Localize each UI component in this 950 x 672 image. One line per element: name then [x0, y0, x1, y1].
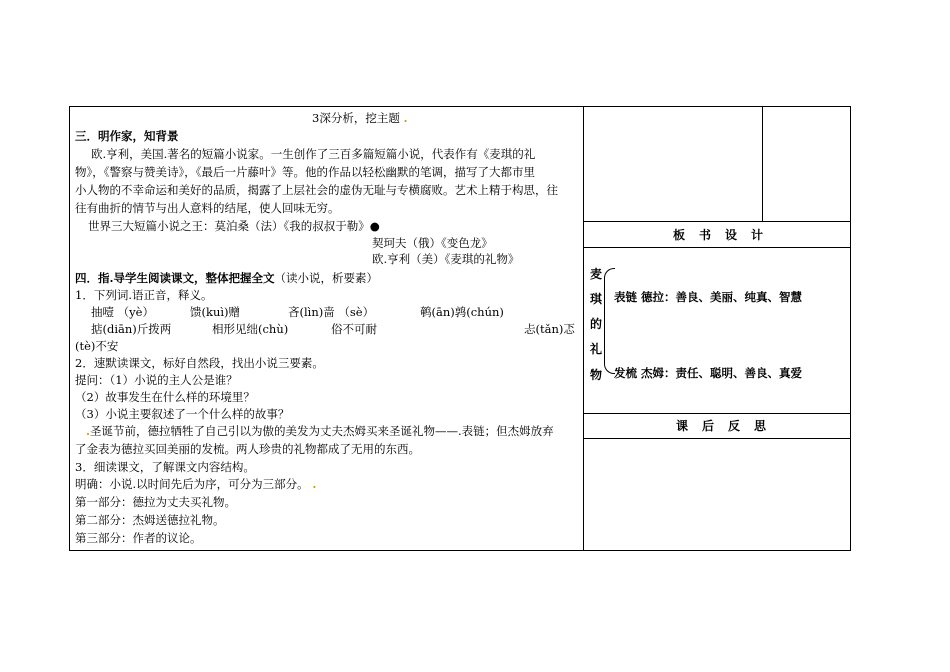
question-3: 3．细读课文，了解课文内容结构。 [75, 460, 255, 474]
vocab-item: 吝(lìn)啬 （sè） [288, 305, 375, 319]
vocab-item: 馈(kuì)赠 [190, 305, 241, 319]
vocab-item: 掂(diān)斤拨两 [91, 322, 172, 336]
big3-line1: 世界三大短篇小说之王：莫泊桑（法）《我的叔叔于勒》● [88, 219, 380, 233]
question-1: 1．下列词.语正音，释义。 [75, 288, 213, 302]
reflection-header: 课后反思 [676, 419, 781, 433]
board-row-1: 表链 德拉：善良、美丽、纯真、智慧 [614, 290, 803, 304]
board-header-line [583, 247, 851, 248]
ask-3: （3）小说主要叙述了一个什么样的故事？ [75, 407, 290, 421]
part-3: 第三部分：作者的议论。 [75, 531, 202, 545]
story-line2: 了金表为德拉买回美丽的发梳。两人珍贵的礼物都成了无用的东西。 [75, 442, 420, 456]
vocab-item: (tè)不安 [75, 339, 119, 353]
board-title-char: 礼 [590, 342, 603, 356]
top-right-divider [762, 106, 763, 221]
part-2: 第二部分：杰姆送德拉礼物。 [75, 513, 225, 527]
section3-heading: 3深分析，挖主题 . [312, 111, 408, 125]
reflect-header-line [583, 438, 851, 439]
author-para-line4: 往有曲折的情节与出人意料的结尾，使人回味无穷。 [75, 201, 340, 215]
ask-1: 提问：（1）小说的主人公是谁？ [75, 373, 238, 387]
clear-line: 明确：小说.以时间先后为序，可分为三部分。 . [75, 477, 317, 491]
board-top-line [583, 221, 851, 222]
column-divider [583, 106, 584, 551]
big3-line3: 欧.亨利（美）《麦琪的礼物》 [372, 252, 520, 266]
vocab-item: 相形见绌(chù) [212, 322, 289, 336]
vocab-item: 俗不可耐 [331, 322, 377, 336]
board-title-char: 的 [590, 317, 603, 331]
vocab-item: 鹌(ān)鹑(chún) [420, 305, 504, 319]
ask-2: （2）故事发生在什么样的环境里？ [75, 390, 255, 404]
big3-line2: 契珂夫（俄）《变色龙》 [372, 236, 493, 250]
heading-read: 四．指.导学生阅读课文，整体把握全文（读小说，析要素） [75, 271, 379, 285]
board-title-char: 麦 [590, 267, 603, 281]
author-para-line2: 物》，《警察与赞美诗》，《最后一片藤叶》等。他的作品以轻松幽默的笔调，描写了大都市里 [75, 165, 535, 179]
board-title-char: 物 [590, 368, 603, 382]
vocab-item: 忐(tǎn)忑 [524, 322, 575, 336]
vocab-item: 抽噎 （yè） [91, 305, 154, 319]
brace-icon [604, 268, 615, 374]
reflect-top-line [583, 413, 851, 414]
author-para-line1: 欧.亨利，美国.著名的短篇小说家。一生创作了三百多篇短篇小说，代表作有《麦琪的礼 [91, 147, 536, 161]
heading-author: 三．明作家，知背景 [75, 129, 179, 143]
part-1: 第一部分：德拉为丈夫买礼物。 [75, 495, 236, 509]
board-title-char: 琪 [590, 292, 603, 306]
board-design-header: 板书设计 [673, 228, 778, 242]
author-para-line3: 小人物的不幸命运和美好的品质，揭露了上层社会的虚伪无耻与专横腐败。艺术上精于构思，往 [75, 183, 558, 197]
question-2: 2．速默读课文，标好自然段，找出小说三要素。 [75, 356, 324, 370]
story-line1: .圣诞节前，德拉牺牲了自己引以为傲的美发为丈夫杰姆买来圣诞礼物——.表链；但杰姆放弃 [86, 424, 554, 438]
board-row-2: 发梳 杰姆：责任、聪明、善良、真爱 [614, 366, 803, 380]
